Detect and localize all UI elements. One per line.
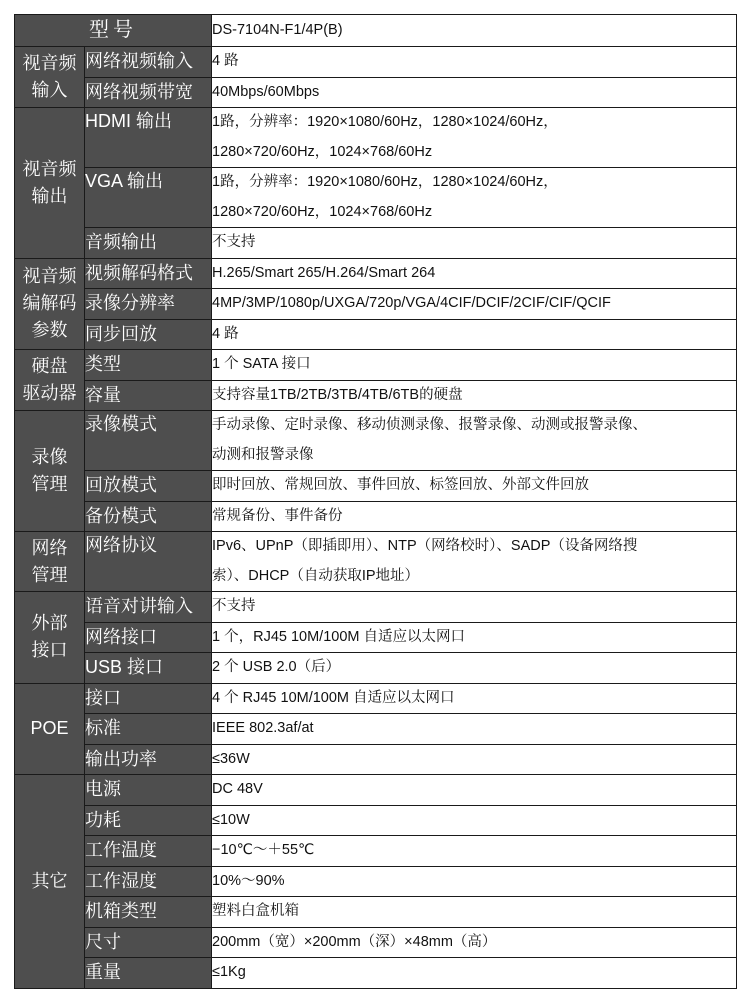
spec-name: 功耗 [85,805,212,836]
table-row [15,47,737,78]
spec-name: 录像分辨率 [85,289,212,320]
table-row [15,683,737,714]
table-row [15,927,737,958]
header-row [15,15,737,47]
table-row [15,289,737,320]
table-row [15,836,737,867]
category-poe: POE [15,683,85,775]
model-value: DS-7104N-F1/4P(B) [212,15,737,47]
spec-name: 标准 [85,714,212,745]
category-codec: 视音频 编解码 参数 [15,258,85,350]
table-row [15,958,737,989]
spec-name: 同步回放 [85,319,212,350]
spec-value: 手动录像、定时录像、移动侦测录像、报警录像、动测或报警录像、 动测和报警录像 [212,411,737,471]
category-av-output: 视音频 输出 [15,108,85,259]
table-row [15,319,737,350]
table-row [15,77,737,108]
spec-name: HDMI 输出 [85,108,212,168]
spec-value: 即时回放、常规回放、事件回放、标签回放、外部文件回放 [212,471,737,502]
spec-value: 4MP/3MP/1080p/UXGA/720p/VGA/4CIF/DCIF/2CIF/CIF/QCIF [212,289,737,320]
spec-value: IEEE 802.3af/at [212,714,737,745]
spec-value: 1路，分辨率：1920×1080/60Hz，1280×1024/60Hz， 1280×720/60Hz，1024×768/60Hz [212,108,737,168]
spec-value: DC 48V [212,775,737,806]
spec-name: 尺寸 [85,927,212,958]
spec-value: 不支持 [212,228,737,259]
spec-value: −10℃～＋55℃ [212,836,737,867]
category-other: 其它 [15,775,85,989]
spec-name: 重量 [85,958,212,989]
spec-name: 工作温度 [85,836,212,867]
table-row [15,866,737,897]
spec-name: 类型 [85,350,212,381]
table-row [15,532,737,592]
spec-value: 塑料白盒机箱 [212,897,737,928]
table-row [15,471,737,502]
spec-value: H.265/Smart 265/H.264/Smart 264 [212,258,737,289]
spec-value: ≤10W [212,805,737,836]
table-row [15,411,737,471]
model-label: 型号 [15,15,212,47]
spec-value: 常规备份、事件备份 [212,501,737,532]
table-row [15,350,737,381]
table-row [15,714,737,745]
spec-value: ≤1Kg [212,958,737,989]
spec-value: 1路，分辨率：1920×1080/60Hz，1280×1024/60Hz， 1280×720/60Hz，1024×768/60Hz [212,168,737,228]
spec-value: 10%～90% [212,866,737,897]
spec-value: 4 个 RJ45 10M/100M 自适应以太网口 [212,683,737,714]
spec-name: 容量 [85,380,212,411]
spec-value: IPv6、UPnP（即插即用）、NTP（网络校时）、SADP（设备网络搜 索）、DHCP（自动获取IP地址） [212,532,737,592]
table-row [15,592,737,623]
table-row [15,380,737,411]
spec-name: 网络协议 [85,532,212,592]
spec-name: 电源 [85,775,212,806]
spec-value: 200mm（宽）×200mm（深）×48mm（高） [212,927,737,958]
spec-name: 视频解码格式 [85,258,212,289]
spec-value: 不支持 [212,592,737,623]
category-av-input: 视音频 输入 [15,47,85,108]
spec-name: 网络视频带宽 [85,77,212,108]
table-row [15,744,737,775]
category-network: 网络 管理 [15,532,85,592]
spec-name: 语音对讲输入 [85,592,212,623]
spec-name: VGA 输出 [85,168,212,228]
spec-name: USB 接口 [85,653,212,684]
spec-value: 4 路 [212,47,737,78]
spec-name: 工作湿度 [85,866,212,897]
table-row [15,258,737,289]
spec-name: 录像模式 [85,411,212,471]
category-record: 录像 管理 [15,411,85,532]
spec-value: 支持容量1TB/2TB/3TB/4TB/6TB的硬盘 [212,380,737,411]
table-row [15,653,737,684]
spec-name: 网络接口 [85,622,212,653]
spec-name: 网络视频输入 [85,47,212,78]
table-row [15,228,737,259]
table-row [15,108,737,168]
spec-name: 输出功率 [85,744,212,775]
table-row [15,805,737,836]
spec-name: 备份模式 [85,501,212,532]
spec-name: 回放模式 [85,471,212,502]
spec-value: 40Mbps/60Mbps [212,77,737,108]
spec-value: ≤36W [212,744,737,775]
table-row [15,622,737,653]
category-external: 外部 接口 [15,592,85,684]
spec-value: 4 路 [212,319,737,350]
category-disk: 硬盘 驱动器 [15,350,85,411]
table-row [15,168,737,228]
table-row [15,775,737,806]
table-row [15,897,737,928]
spec-name: 接口 [85,683,212,714]
spec-value: 2 个 USB 2.0（后） [212,653,737,684]
spec-name: 机箱类型 [85,897,212,928]
spec-table [14,14,737,989]
spec-value: 1 个，RJ45 10M/100M 自适应以太网口 [212,622,737,653]
spec-name: 音频输出 [85,228,212,259]
spec-value: 1 个 SATA 接口 [212,350,737,381]
table-row [15,501,737,532]
